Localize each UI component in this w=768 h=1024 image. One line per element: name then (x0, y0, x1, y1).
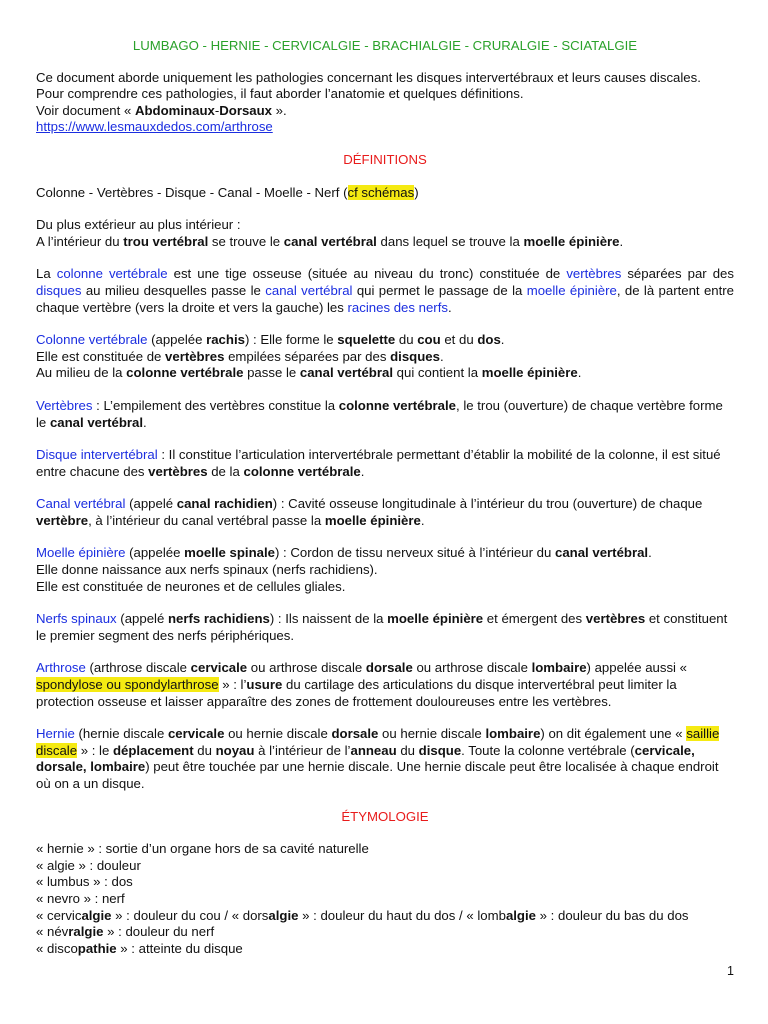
definition-colonne-line-3: Au milieu de la colonne vertébrale passe le canal vertébral qui contient la moelle épinière. (36, 365, 582, 381)
definitions-list: Colonne - Vertèbres - Disque - Canal - Moelle - Nerf (cf schémas) (36, 184, 419, 200)
term-canal: Canal vertébral (36, 496, 126, 512)
definition-nerfs: Nerfs spinaux (appelé nerfs rachidiens) : Ils naissent de la moelle épinière et émergent des vertèbres et constituent le premier segment des nerfs périphériques. (36, 611, 728, 643)
definition-disque: Disque intervertébral : Il constitue l’articulation intervertébrale permettant d’établir la mobilité de la colonne, il est situé entre chacune des vertèbres de la colonne vertébrale. (36, 447, 721, 479)
term-hernie: Hernie (36, 726, 75, 742)
etymology-algie: « algie » : douleur (36, 857, 141, 873)
etymology-lumbus: « lumbus » : dos (36, 874, 133, 890)
intro-line-1: Ce document aborde uniquement les pathologies concernant les disques intervertébraux et leurs causes discales. (36, 69, 701, 85)
term-moelle: Moelle épinière (36, 545, 126, 561)
outer-inner-line-1: Du plus extérieur au plus intérieur : (36, 217, 241, 233)
term-colonne: Colonne vertébrale (36, 332, 148, 348)
term-vertebres: Vertèbres (36, 397, 93, 413)
document-content (36, 38, 734, 957)
highlight-cf-schemas: cf schémas (347, 184, 415, 200)
definition-moelle: Moelle épinière (appelée moelle spinale) : Cordon de tissu nerveux situé à l’intérieur du canal vertébral. (36, 545, 652, 561)
definition-moelle-line-3: Elle est constituée de neurones et de cellules gliales. (36, 578, 346, 594)
definition-moelle-line-2: Elle donne naissance aux nerfs spinaux (nerfs rachidiens). (36, 562, 378, 578)
etymology-nevralgie: « névralgie » : douleur du nerf (36, 924, 215, 940)
term-disque: Disque intervertébral (36, 447, 158, 463)
definition-colonne: Colonne vertébrale (appelée rachis) : Elle forme le squelette du cou et du dos. (36, 332, 505, 348)
highlight-spondylose: spondylose ou spondylarthrose (36, 677, 219, 693)
definitions-heading: DÉFINITIONS (343, 151, 427, 167)
term-arthrose: Arthrose (36, 660, 86, 676)
paragraph-colonne-overview: La colonne vertébrale est une tige osseuse (située au niveau du tronc) constituée de vertèbres séparées par des disques au milieu desquelles passe le canal vertébral qui permet le passage de la moelle épinière, de là partent entre chaque vertèbre (vers la droite et vers la gauche) les racines des nerfs. (36, 266, 735, 315)
arthrose-link[interactable]: https://www.lesmauxdedos.com/arthrose (36, 119, 273, 135)
intro-line-2: Pour comprendre ces pathologies, il faut aborder l’anatomie et quelques définitions. (36, 86, 524, 102)
definition-arthrose: Arthrose (arthrose discale cervicale ou arthrose discale dorsale ou arthrose discale lombaire) appelée aussi « spondylose ou spondylarthrose » : l’usure du cartilage des articulations du disque intervertébral peut limiter la protection osseuse et laisser apparaître des zones de frottement douloureuses entre les vertèbres. (36, 660, 687, 709)
definition-colonne-line-2: Elle est constituée de vertèbres empilées séparées par des disques. (36, 348, 444, 364)
etymology-discopathie: « discopathie » : atteinte du disque (36, 940, 243, 956)
definition-vertebres: Vertèbres : L’empilement des vertèbres constitue la colonne vertébrale, le trou (ouverture) de chaque vertèbre forme le canal vertébral. (36, 397, 723, 430)
page-number: 1 (727, 964, 734, 978)
definition-canal: Canal vertébral (appelé canal rachidien) : Cavité osseuse longitudinale à l’intérieur du trou (ouverture) de chaque vertèbre, à l’intérieur du canal vertébral passe la moelle épinière. (36, 496, 703, 528)
etymology-hernie: « hernie » : sortie d’un organe hors de sa cavité naturelle (36, 841, 369, 857)
definition-hernie: Hernie (hernie discale cervicale ou hernie discale dorsale ou hernie discale lombaire) on dit également une « saillie discale » : le déplacement du noyau à l’intérieur de l’anneau du disque. Toute la colonne vertébrale (cervicale, dorsale, lombaire) peut être touchée par une hernie discale. Une hernie discale peut être localisée à chaque endroit où on a un disque. (36, 726, 720, 791)
term-nerfs: Nerfs spinaux (36, 611, 117, 627)
etymologie-heading: ÉTYMOLOGIE (341, 808, 429, 824)
outer-inner-line-2: A l’intérieur du trou vertébral se trouve le canal vertébral dans lequel se trouve la moelle épinière. (36, 233, 624, 249)
etymology-nevro: « nevro » : nerf (36, 890, 125, 906)
highlight-saillie-discale: saillie discale (36, 726, 720, 758)
etymology-algies-regions: « cervicalgie » : douleur du cou / « dorsalgie » : douleur du haut du dos / « lombalgie » : douleur du bas du dos (36, 907, 689, 923)
intro-voir-document: Voir document « Abdominaux-Dorsaux ». (36, 102, 287, 118)
document-title: LUMBAGO - HERNIE - CERVICALGIE - BRACHIALGIE - CRURALGIE - SCIATALGIE (132, 38, 638, 53)
